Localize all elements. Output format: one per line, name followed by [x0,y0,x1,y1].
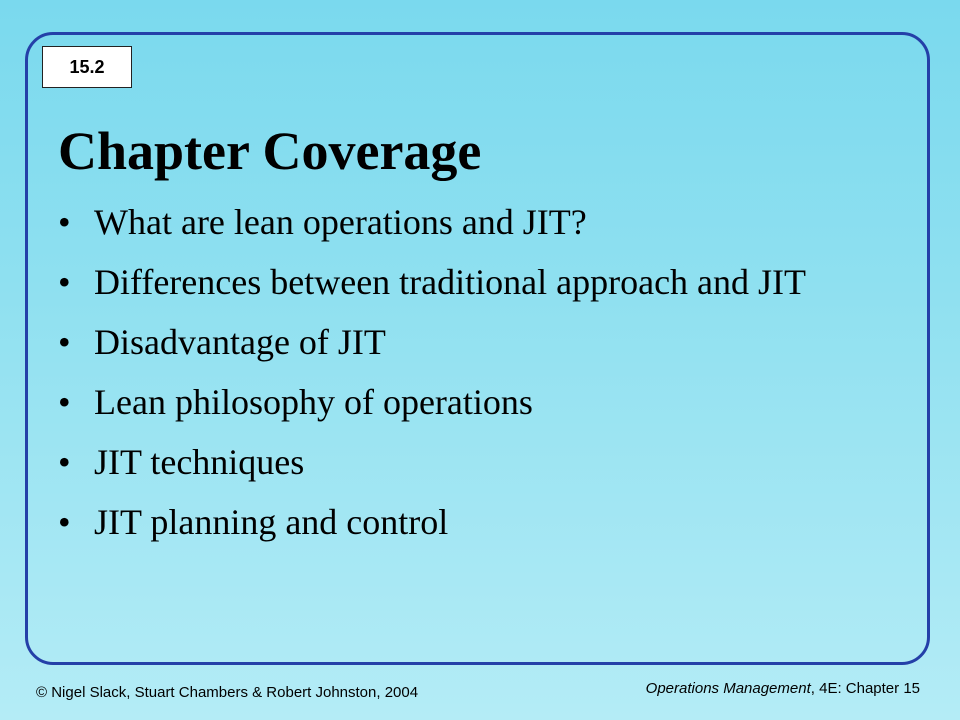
bullet-marker-icon: • [58,502,71,542]
bullet-marker-icon: • [58,202,71,242]
bullet-text: Lean philosophy of operations [94,382,533,422]
bullet-text: Disadvantage of JIT [94,322,386,362]
bullet-item [58,380,908,424]
bullet-item [58,200,908,244]
bullet-item [58,260,914,304]
bullet-marker-icon: • [58,382,71,422]
bullet-item [58,500,908,544]
slide-number-badge: 15.2 [42,46,132,88]
bullet-marker-icon: • [58,262,71,302]
bullet-marker-icon: • [58,322,71,362]
footer-book-reference [646,680,920,697]
bullet-marker-icon: • [58,442,71,482]
bullet-text: Differences between traditional approach and JIT [94,262,807,302]
footer-book-edition: , 4E: Chapter 15 [810,680,920,697]
bullet-text: What are lean operations and JIT? [94,202,587,242]
bullet-item [58,320,908,364]
bullet-list [58,200,908,560]
bullet-text: JIT techniques [94,442,305,482]
slide-title: Chapter Coverage [58,121,482,181]
bullet-item [58,440,908,484]
footer-book-title: Operations Management [645,680,811,697]
bullet-text: JIT planning and control [94,502,449,542]
footer-copyright: © Nigel Slack, Stuart Chambers & Robert Johnston, 2004 [36,684,419,701]
